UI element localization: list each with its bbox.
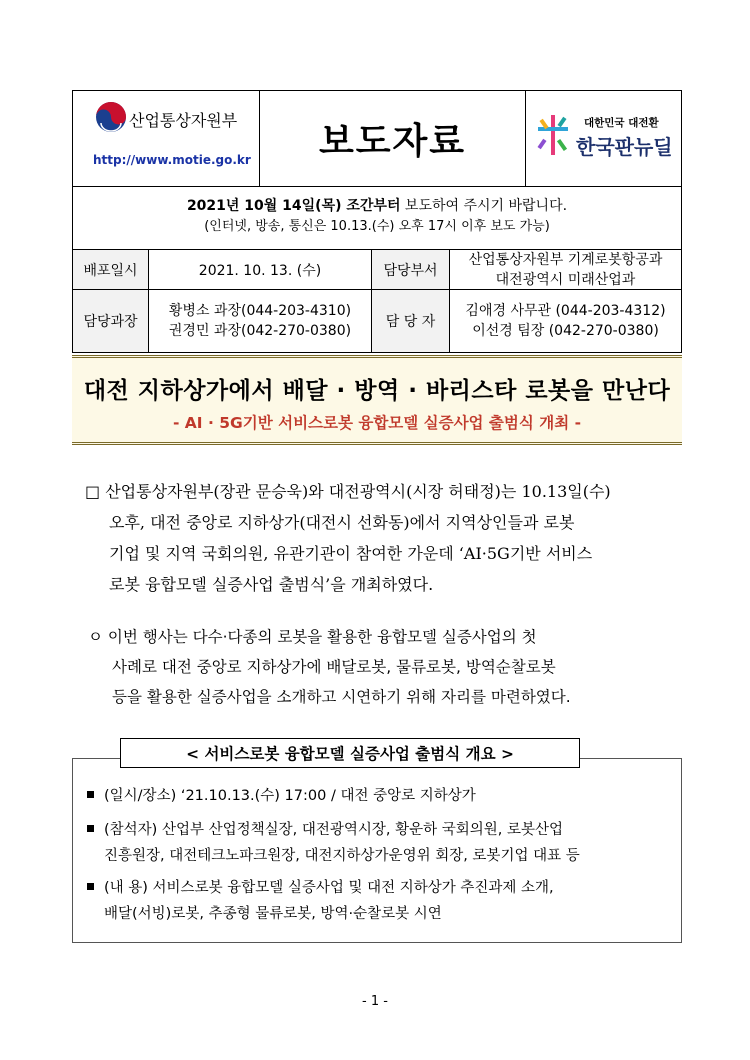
manager-line-2: 권경민 과장(042-270-0380)	[168, 323, 352, 339]
page-number: - 1 -	[362, 994, 388, 1009]
summary-item-3	[87, 875, 554, 927]
headline-subtitle: - AI · 5G기반 서비스로봇 융합모델 실증사업 출범식 개최 -	[172, 414, 582, 432]
release-info-row	[73, 250, 681, 290]
body-p2-line-1: ㅇ 이번 행사는 다수·다종의 로봇을 활용한 융합모델 실증사업의 첫	[88, 628, 537, 646]
square-bullet-icon	[87, 825, 94, 832]
document-type-title: 보도자료	[260, 91, 526, 186]
release-date-label: 배포일시	[73, 250, 149, 289]
contact-label: 담 당 자	[372, 290, 450, 352]
release-date-value: 2021. 10. 13. (수)	[149, 250, 372, 289]
summary-item-1	[87, 783, 476, 809]
embargo-date: 2021년 10월 14일(목) 조간부터	[186, 198, 401, 214]
new-deal-logo-icon	[536, 113, 570, 157]
body-p1-line-4: 로봇 융합모델 실증사업 출범식’을 개최하였다.	[109, 575, 434, 594]
manager-value	[149, 290, 372, 352]
department-value	[450, 250, 681, 289]
body-p2-line-3: 등을 활용한 실증사업을 소개하고 시연하기 위해 자리를 마련하였다.	[112, 688, 571, 706]
new-deal-logo-tagline: 대한민국 대전환	[584, 117, 659, 129]
summary-item-3-line-2: 배달(서빙)로봇, 추종형 물류로봇, 방역·순찰로봇 시연	[104, 906, 442, 922]
manager-label: 담당과장	[73, 290, 149, 352]
department-line-2: 대전광역시 미래산업과	[495, 271, 636, 288]
body-p2-line-2: 사례로 대전 중앙로 지하상가에 배달로봇, 물류로봇, 방역순찰로봇	[112, 658, 556, 676]
ministry-logo-cell	[73, 91, 260, 186]
department-label: 담당부서	[372, 250, 450, 289]
summary-title: < 서비스로봇 융합모델 실증사업 출범식 개요 >	[120, 738, 580, 768]
ministry-name: 산업통상자원부	[129, 111, 238, 130]
manager-line-1: 황병소 과장(044-203-4310)	[168, 303, 352, 319]
summary-box	[72, 758, 682, 943]
square-bullet-icon	[87, 883, 94, 890]
korean-new-deal-logo-cell	[526, 91, 681, 186]
embargo-text: 보도하여 주시기 바랍니다.	[400, 198, 568, 214]
embargo-notice	[73, 187, 681, 250]
ministry-url-link[interactable]: http://www.motie.go.kr	[93, 153, 251, 167]
body-p1-line-3: 기업 및 지역 국회의원, 유관기관이 참여한 가운데 ‘AI·5G기반 서비스	[109, 544, 593, 563]
summary-item-2-line-2: 진흥원장, 대전테크노파크원장, 대전지하상가운영위 회장, 로봇기업 대표 등	[104, 848, 580, 864]
headline-box	[72, 355, 682, 445]
contact-value	[450, 290, 681, 352]
summary-item-2-line-1: (참석자) 산업부 산업정책실장, 대전광역시장, 황운하 국회의원, 로봇산업	[104, 822, 563, 838]
ministry-emblem-icon	[95, 101, 127, 133]
contact-info-row	[73, 290, 681, 352]
square-bullet-icon	[87, 791, 94, 798]
summary-item-3-line-1: (내 용) 서비스로봇 융합모델 실증사업 및 대전 지하상가 추진과제 소개,	[104, 880, 554, 896]
body-p1-line-1: □ 산업통상자원부(장관 문승욱)와 대전광역시(시장 허태정)는 10.13일(수)	[85, 482, 611, 501]
body-paragraph-1	[85, 476, 685, 600]
embargo-online-note: (인터넷, 방송, 통신은 10.13.(수) 오후 17시 이후 보도 가능)	[204, 219, 550, 234]
contact-line-2: 이선경 팀장 (042-270-0380)	[472, 323, 659, 339]
summary-item-2	[87, 817, 580, 869]
headline-title: 대전 지하상가에서 배달 · 방역 · 바리스타 로봇을 만난다	[83, 378, 671, 404]
body-paragraph-2	[88, 622, 684, 712]
department-line-1: 산업통상자원부 기계로봇항공과	[468, 251, 663, 268]
press-release-header-table	[72, 90, 682, 353]
header-top-row	[73, 91, 681, 187]
body-p1-line-2: 오후, 대전 중앙로 지하상가(대전시 선화동)에서 지역상인들과 로봇	[109, 513, 575, 532]
contact-line-1: 김애경 사무관 (044-203-4312)	[465, 303, 666, 319]
new-deal-logo-text: 한국판뉴딜	[576, 135, 673, 159]
summary-item-1-text: (일시/장소) ‘21.10.13.(수) 17:00 / 대전 중앙로 지하상가	[104, 788, 476, 804]
